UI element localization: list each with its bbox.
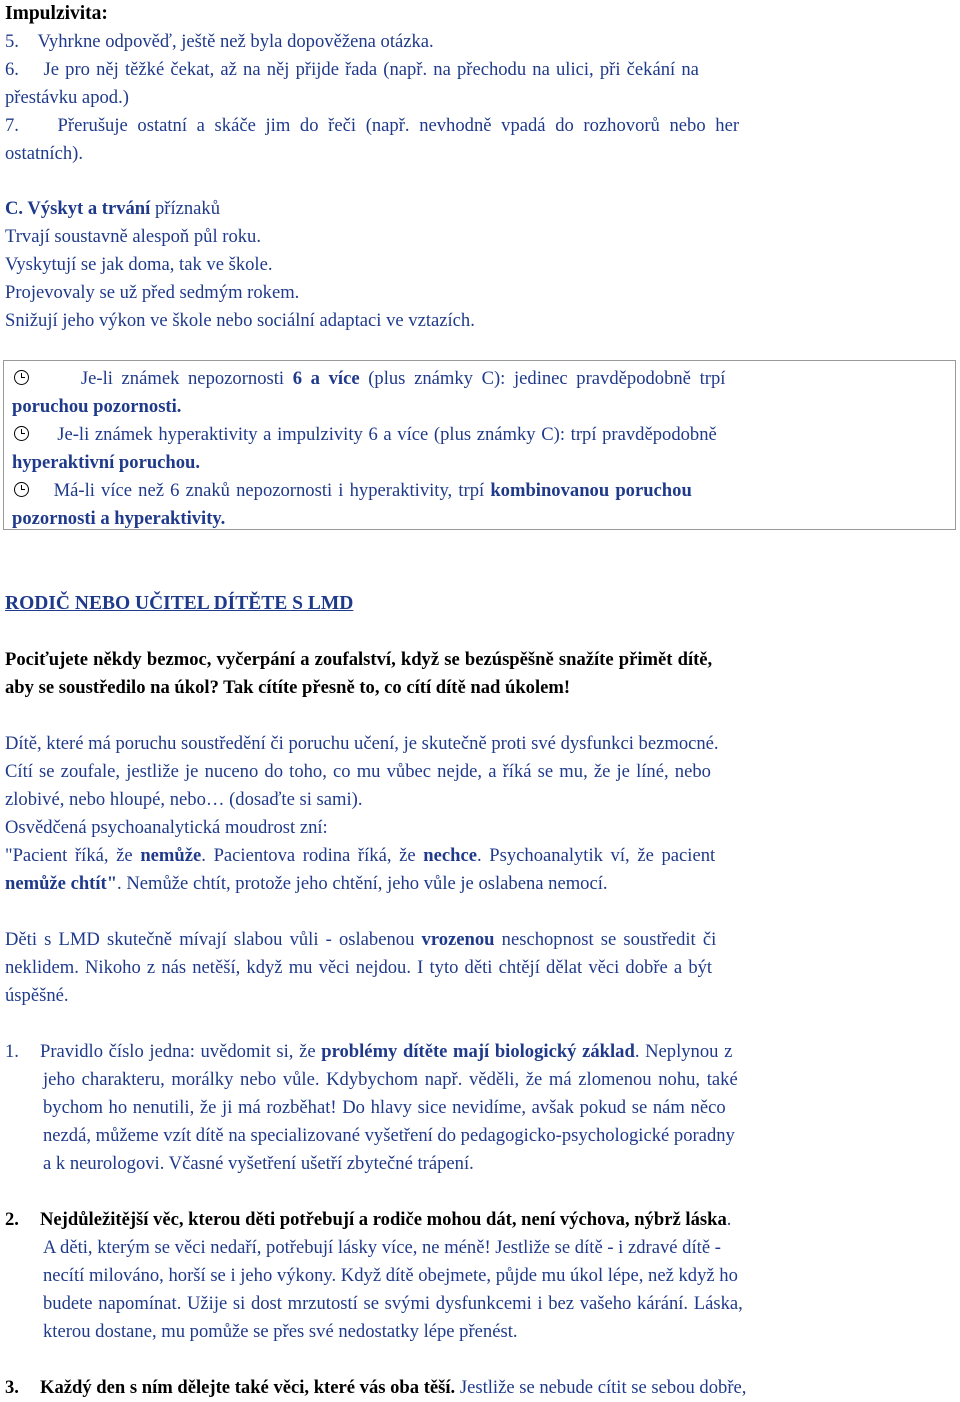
section-c	[5, 195, 955, 335]
impulsivity-section	[5, 0, 955, 168]
rule-first-line: 2. Nejdůležitější věc, kterou děti potřebují a rodiče mohou dát, není výchova, nýbrž láska.	[5, 1209, 732, 1230]
intro-bold-line: aby se soustředilo na úkol? Tak cítíte přesně to, co cítí dítě nad úkolem!	[5, 677, 571, 698]
rule-line: a k neurologovi. Včasné vyšetření ušetří zbytečné trápení.	[43, 1153, 474, 1174]
rule-first-line: 1. Pravidlo číslo jedna: uvědomit si, že problémy dítěte mají biologický základ. Neplynou z	[5, 1041, 733, 1062]
section-c-heading: C. Výskyt a trvání příznaků	[5, 198, 221, 219]
paragraph-line: Osvědčená psychoanalytická moudrost zní:	[5, 817, 328, 838]
list-item-continuation: přestávku apod.)	[5, 87, 129, 108]
box-line: pozornosti a hyperaktivity.	[12, 508, 226, 529]
box-line: Je-li známek hyperaktivity a impulzivity 6 a více (plus známky C): trpí pravděpodobně	[12, 421, 950, 449]
page-title: RODIČ NEBO UČITEL DÍTĚTE S LMD	[5, 593, 354, 614]
rule-line: budete napomínat. Užije si dost mrzutostí se svými dysfunkcemi i bez vašeho kárání. Láska,	[43, 1293, 743, 1314]
section-c-line: Projevovaly se už před sedmým rokem.	[5, 282, 300, 303]
parent-heading-block	[5, 590, 955, 618]
clock-icon	[14, 370, 29, 385]
rule-1	[5, 1038, 955, 1178]
diagnosis-box-content	[12, 365, 950, 533]
paragraph-line: "Pacient říká, že nemůže. Pacientova rodina říká, že nechce. Psychoanalytik ví, že pacient	[5, 845, 716, 866]
intro-bold-line: Pociťujete někdy bezmoc, vyčerpání a zoufalství, když se bezúspěšně snažíte přimět dítě,	[5, 649, 713, 670]
paragraph-line: nemůže chtít". Nemůže chtít, protože jeho chtění, jeho vůle je oslabena nemocí.	[5, 873, 608, 894]
clock-icon	[14, 482, 29, 497]
impulsivity-heading: Impulzivita:	[5, 3, 108, 24]
paragraph-line: Cítí se zoufale, jestliže je nuceno do toho, co mu vůbec nejde, a říká se mu, že je líné, nebo	[5, 761, 711, 782]
paragraph-line: zlobivé, nebo hloupé, nebo… (dosaďte si sami).	[5, 789, 363, 810]
rule-line: A děti, kterým se věci nedaří, potřebují lásky více, ne méně! Jestliže se dítě - i zdravé dítě -	[43, 1237, 721, 1258]
box-line: hyperaktivní poruchou.	[12, 452, 201, 473]
rule-line: necítí milováno, horší se i jeho výkony. Když dítě obejmete, půjde mu úkol lépe, než když ho	[43, 1265, 738, 1286]
box-line: Má-li více než 6 znaků nepozornosti i hyperaktivity, trpí kombinovanou poruchou	[12, 477, 950, 505]
rule-3	[5, 1374, 955, 1402]
paragraph-line: neklidem. Nikoho z nás netěší, když mu věci nejdou. I tyto děti chtějí dělat věci dobře a být	[5, 957, 713, 978]
box-line: Je-li známek nepozornosti 6 a více (plus známky C): jedinec pravděpodobně trpí	[12, 365, 950, 393]
parent-paragraph-2	[5, 926, 955, 1010]
paragraph-line: Děti s LMD skutečně mívají slabou vůli - oslabenou vrozenou neschopnost se soustředit či	[5, 929, 717, 950]
section-c-line: Snižují jeho výkon ve škole nebo sociální adaptaci ve vztazích.	[5, 310, 475, 331]
box-line: poruchou pozornosti.	[12, 396, 182, 417]
rule-line: nezdá, můžeme vzít dítě na specializované vyšetření do pedagogicko-psychologické poradny	[43, 1125, 735, 1146]
section-c-line: Vyskytují se jak doma, tak ve škole.	[5, 254, 273, 275]
rule-2	[5, 1206, 955, 1346]
list-item: 5. Vyhrkne odpověď, ještě než byla dopověžena otázka.	[5, 31, 434, 52]
list-item: 7. Přerušuje ostatní a skáče jim do řeči (např. nevhodně vpadá do rozhovorů nebo her	[5, 115, 740, 136]
rule-line: kterou dostane, mu pomůže se přes své nedostatky lépe přenést.	[43, 1321, 518, 1342]
paragraph-line: úspěšné.	[5, 985, 69, 1006]
parent-intro	[5, 646, 955, 702]
rule-line: bychom ho nenutili, že ji má rozběhat! Do hlavy sice nevidíme, avšak pokud se nám něco	[43, 1097, 726, 1118]
list-item: 6. Je pro něj těžké čekat, až na něj přijde řada (např. na přechodu na ulici, při čekání na	[5, 59, 699, 80]
rule-first-line: 3. Každý den s ním dělejte také věci, které vás oba těší. Jestliže se nebude cítit se sebou dobře,	[5, 1377, 747, 1398]
rule-line: jeho charakteru, morálky nebo vůle. Kdybychom např. věděli, že má zlomenou nohu, také	[43, 1069, 738, 1090]
paragraph-line: Dítě, které má poruchu soustředění či poruchu učení, je skutečně proti své dysfunkci bezmocné.	[5, 733, 719, 754]
section-c-line: Trvají soustavně alespoň půl roku.	[5, 226, 261, 247]
clock-icon	[14, 426, 29, 441]
list-item-continuation: ostatních).	[5, 143, 83, 164]
parent-paragraph	[5, 730, 955, 898]
